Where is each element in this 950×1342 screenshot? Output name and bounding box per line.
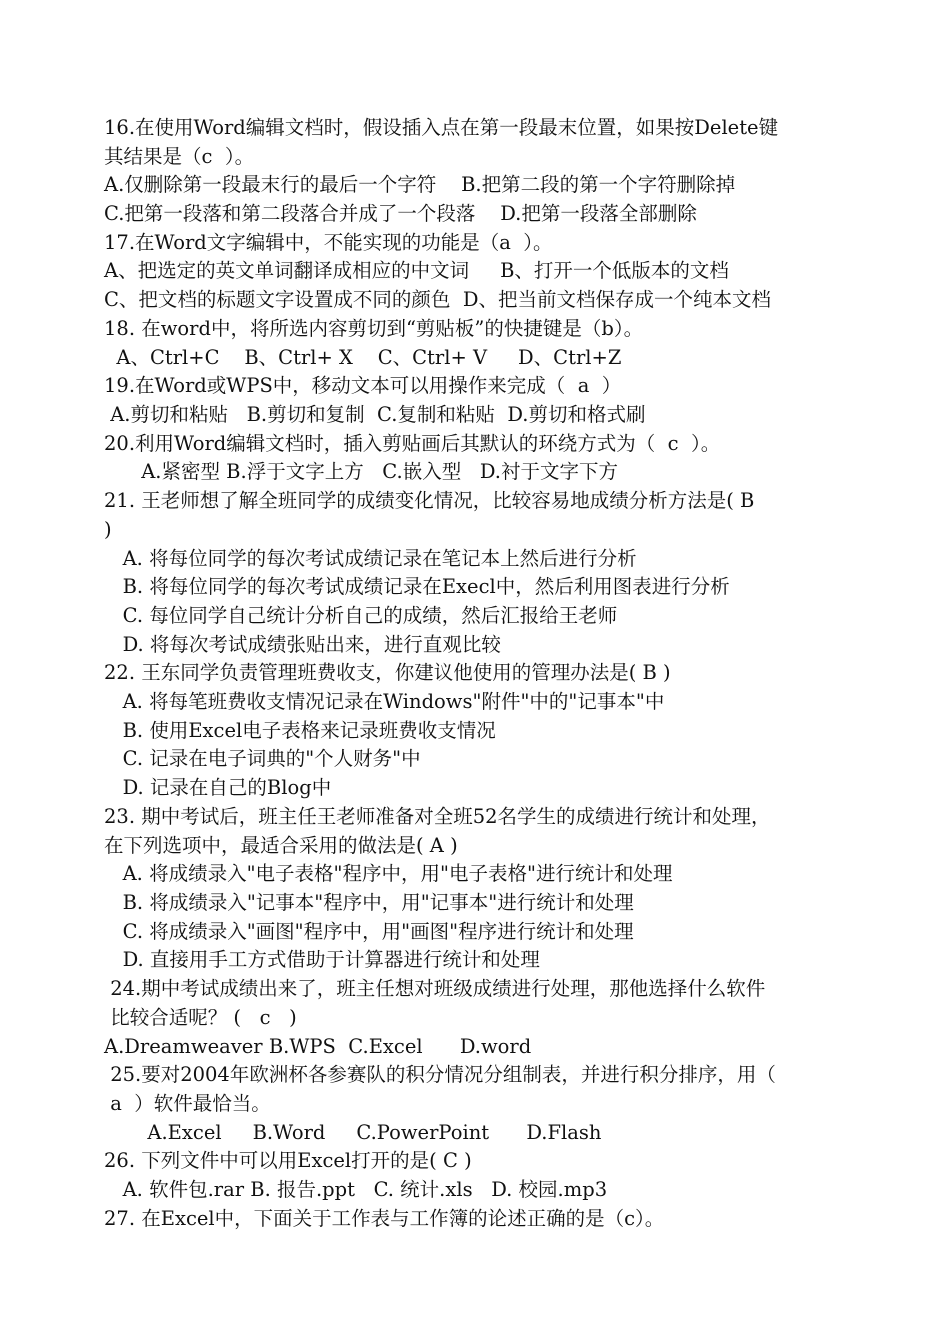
- text-line: 其结果是（c ）。: [104, 145, 255, 168]
- text-line: C. 每位同学自己统计分析自己的成绩，然后汇报给王老师: [104, 604, 618, 627]
- text-line: A.仅删除第一段最末行的最后一个字符 B.把第二段的第一个字符删除掉: [104, 173, 736, 196]
- text-line: A、Ctrl+C B、Ctrl+ X C、Ctrl+ V D、Ctrl+Z: [104, 346, 622, 369]
- text-line: B. 将每位同学的每次考试成绩记录在Execl中，然后利用图表进行分析: [104, 575, 730, 598]
- text-line: 19.在Word或WPS中，移动文本可以用操作来完成（ a ）: [104, 374, 622, 397]
- text-line: D. 直接用手工方式借助于计算器进行统计和处理: [104, 948, 540, 971]
- text-line: C. 将成绩录入"画图"程序中，用"画图"程序进行统计和处理: [104, 920, 634, 943]
- text-line: 22. 王东同学负责管理班费收支，你建议他使用的管理办法是( B ): [104, 661, 671, 684]
- text-line: 26. 下列文件中可以用Excel打开的是( C ): [104, 1149, 472, 1172]
- text-line: A、把选定的英文单词翻译成相应的中文词 B、打开一个低版本的文档: [104, 259, 729, 282]
- text-line: A.Excel B.Word C.PowerPoint D.Flash: [104, 1121, 602, 1144]
- text-line: C、把文档的标题文字设置成不同的颜色 D、把当前文档保存成一个纯本文档: [104, 288, 771, 311]
- text-line: ): [104, 518, 112, 541]
- text-line: C.把第一段落和第二段落合并成了一个段落 D.把第一段落全部删除: [104, 202, 697, 225]
- text-line: 比较合适呢？ ( c ): [104, 1006, 297, 1029]
- text-line: 21. 王老师想了解全班同学的成绩变化情况，比较容易地成绩分析方法是( B: [104, 489, 755, 512]
- text-line: A. 将每位同学的每次考试成绩记录在笔记本上然后进行分析: [104, 547, 637, 570]
- text-line: B. 将成绩录入"记事本"程序中，用"记事本"进行统计和处理: [104, 891, 634, 914]
- text-line: D. 将每次考试成绩张贴出来，进行直观比较: [104, 633, 501, 656]
- text-line: 17.在Word文字编辑中，不能实现的功能是（a ）。: [104, 231, 553, 254]
- text-line: 20.利用Word编辑文档时，插入剪贴画后其默认的环绕方式为（ c ）。: [104, 432, 721, 455]
- text-line: 18. 在word中，将所选内容剪切到“剪贴板”的快捷键是（b）。: [104, 317, 644, 340]
- text-line: 25.要对2004年欧洲杯各参赛队的积分情况分组制表，并进行积分排序，用（: [104, 1063, 776, 1086]
- text-line: 23. 期中考试后，班主任王老师准备对全班52名学生的成绩进行统计和处理，: [104, 805, 771, 828]
- text-line: A.剪切和粘贴 B.剪切和复制 C.复制和粘贴 D.剪切和格式刷: [104, 403, 646, 426]
- text-line: a ）软件最恰当。: [104, 1092, 271, 1115]
- text-line: A. 软件包.rar B. 报告.ppt C. 统计.xls D. 校园.mp3: [104, 1178, 608, 1201]
- text-line: 27. 在Excel中，下面关于工作表与工作簿的论述正确的是（c）。: [104, 1207, 665, 1230]
- text-line: D. 记录在自己的Blog中: [104, 776, 332, 799]
- text-line: 16.在使用Word编辑文档时，假设插入点在第一段最末位置，如果按Delete键: [104, 116, 779, 139]
- text-line: A.紧密型 B.浮于文字上方 C.嵌入型 D.衬于文字下方: [104, 460, 618, 483]
- text-line: C. 记录在电子词典的"个人财务"中: [104, 747, 421, 770]
- text-line: 在下列选项中，最适合采用的做法是( A ): [104, 834, 458, 857]
- text-line: A. 将成绩录入"电子表格"程序中，用"电子表格"进行统计和处理: [104, 862, 673, 885]
- text-line: B. 使用Excel电子表格来记录班费收支情况: [104, 719, 496, 742]
- text-line: A.Dreamweaver B.WPS C.Excel D.word: [104, 1035, 532, 1058]
- text-line: A. 将每笔班费收支情况记录在Windows"附件"中的"记事本"中: [104, 690, 665, 713]
- text-line: 24.期中考试成绩出来了，班主任想对班级成绩进行处理，那他选择什么软件: [104, 977, 766, 1000]
